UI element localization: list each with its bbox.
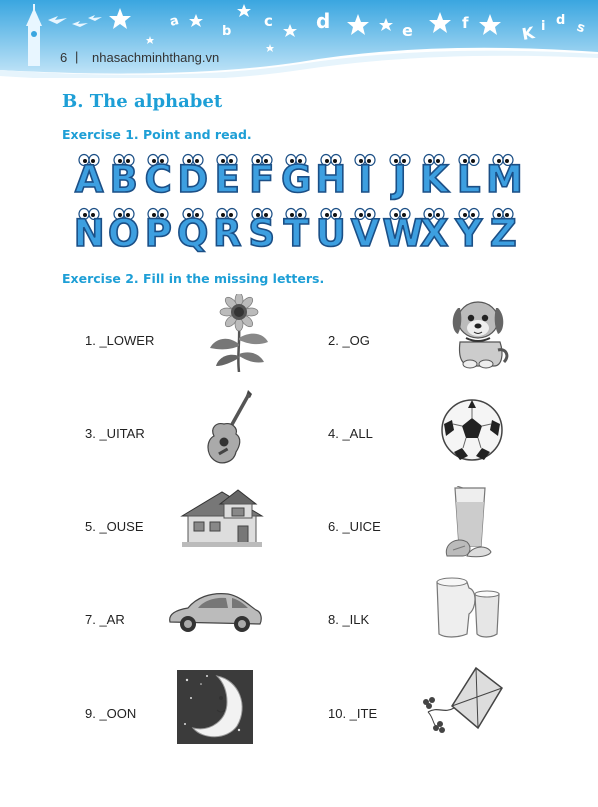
alphabet-letter-h xyxy=(314,152,349,202)
alphabet-letter-glyph: R xyxy=(213,212,242,255)
alphabet-letter-p xyxy=(141,206,176,256)
alphabet-letter-glyph: H xyxy=(315,158,347,201)
dog-picture xyxy=(448,290,510,370)
alphabet-letter-glyph: V xyxy=(350,212,380,255)
item-label-moon: 9. _OON xyxy=(85,706,137,721)
alphabet-letter-glyph: K xyxy=(419,158,449,201)
item-label-guitar: 3. _UITAR xyxy=(85,426,145,441)
alphabet-letter-d xyxy=(176,152,211,202)
alphabet-letter-k xyxy=(417,152,452,202)
alphabet-letter-glyph: M xyxy=(486,158,523,201)
banner-letter-d: d xyxy=(316,9,331,33)
alphabet-letter-glyph: B xyxy=(109,158,138,201)
alphabet-letter-glyph: E xyxy=(214,158,240,201)
banner-letter-c: c xyxy=(264,12,273,30)
alphabet-letter-glyph: S xyxy=(248,212,276,255)
alphabet-letter-glyph: A xyxy=(74,158,104,201)
alphabet-letter-x xyxy=(417,206,452,256)
alphabet-letter-r xyxy=(210,206,245,256)
alphabet-letter-i xyxy=(348,152,383,202)
alphabet-letter-glyph: N xyxy=(73,212,105,255)
alphabet-letter-o xyxy=(107,206,142,256)
banner-letter-f: f xyxy=(462,14,469,32)
alphabet-letter-q xyxy=(176,206,211,256)
item-label-ball: 4. _ALL xyxy=(328,426,373,441)
alphabet-letter-glyph: P xyxy=(144,212,172,255)
item-label-kite: 10. _ITE xyxy=(328,706,378,721)
guitar-picture xyxy=(204,388,256,466)
alphabet-letter-m xyxy=(486,152,521,202)
alphabet-letter-f xyxy=(245,152,280,202)
item-label-flower: 1. _LOWER xyxy=(85,333,155,348)
moon-picture xyxy=(177,670,253,744)
alphabet-letter-glyph: J xyxy=(392,158,407,201)
house-picture xyxy=(180,486,264,548)
alphabet-letter-glyph: D xyxy=(177,158,209,201)
banner-letter-a: a xyxy=(168,13,181,30)
alphabet-letter-c xyxy=(141,152,176,202)
alphabet-letter-j xyxy=(383,152,418,202)
banner-letter-i: i xyxy=(541,19,546,34)
kite-picture xyxy=(418,666,504,740)
alphabet-letter-glyph: L xyxy=(456,158,481,201)
alphabet-letter-n xyxy=(72,206,107,256)
header-separator: | xyxy=(75,49,79,64)
alphabet-letter-u xyxy=(314,206,349,256)
alphabet-row-2 xyxy=(72,206,521,256)
alphabet-letter-glyph: G xyxy=(281,158,312,201)
alphabet-letter-t xyxy=(279,206,314,256)
banner-letter-d2: d xyxy=(556,13,566,28)
website-url[interactable]: nhasachminhthang.vn xyxy=(92,50,220,65)
alphabet-letter-glyph: X xyxy=(419,212,449,255)
alphabet-letter-glyph: C xyxy=(144,158,172,201)
item-label-juice: 6. _UICE xyxy=(328,519,381,534)
banner-letter-e: e xyxy=(402,21,413,40)
item-label-dog: 2. _OG xyxy=(328,333,370,348)
car-picture xyxy=(166,588,264,634)
alphabet-letter-glyph: F xyxy=(249,158,275,201)
alphabet-letter-g xyxy=(279,152,314,202)
banner-background xyxy=(0,0,598,78)
ball-picture xyxy=(440,398,504,462)
banner-letter-K: K xyxy=(520,23,536,44)
milk-picture xyxy=(431,574,503,638)
page-number: 6 xyxy=(60,50,68,65)
alphabet-letter-v xyxy=(348,206,383,256)
alphabet-row-1 xyxy=(72,152,521,202)
alphabet-letter-b xyxy=(107,152,142,202)
alphabet-letter-glyph: Q xyxy=(177,212,209,255)
exercise1-title: Exercise 1. Point and read. xyxy=(62,127,252,142)
item-label-milk: 8. _ILK xyxy=(328,612,370,627)
banner-letter-s: s xyxy=(574,19,588,37)
item-label-house: 5. _OUSE xyxy=(85,519,144,534)
exercise2-title: Exercise 2. Fill in the missing letters. xyxy=(62,271,325,286)
alphabet-letter-glyph: Z xyxy=(489,212,517,255)
section-title: B. The alphabet xyxy=(62,91,223,112)
sunflower-picture xyxy=(206,294,272,372)
alphabet-letter-glyph: I xyxy=(358,158,373,201)
alphabet-letter-glyph: U xyxy=(315,212,346,255)
alphabet-letter-l xyxy=(452,152,487,202)
alphabet-letter-glyph: O xyxy=(108,212,140,255)
alphabet-letter-w xyxy=(382,206,424,256)
alphabet-letter-glyph: W xyxy=(382,212,424,255)
alphabet-letter-glyph: Y xyxy=(455,212,483,255)
alphabet-letter-a xyxy=(72,152,107,202)
banner-letter-b: b xyxy=(222,24,232,39)
item-label-car: 7. _AR xyxy=(85,612,125,627)
alphabet-letter-e xyxy=(210,152,245,202)
alphabet-letter-z xyxy=(486,206,521,256)
header-banner xyxy=(0,0,598,78)
alphabet-letter-glyph: T xyxy=(283,212,309,255)
alphabet-letter-s xyxy=(245,206,280,256)
juice-picture xyxy=(443,486,493,558)
alphabet-letter-y xyxy=(452,206,487,256)
